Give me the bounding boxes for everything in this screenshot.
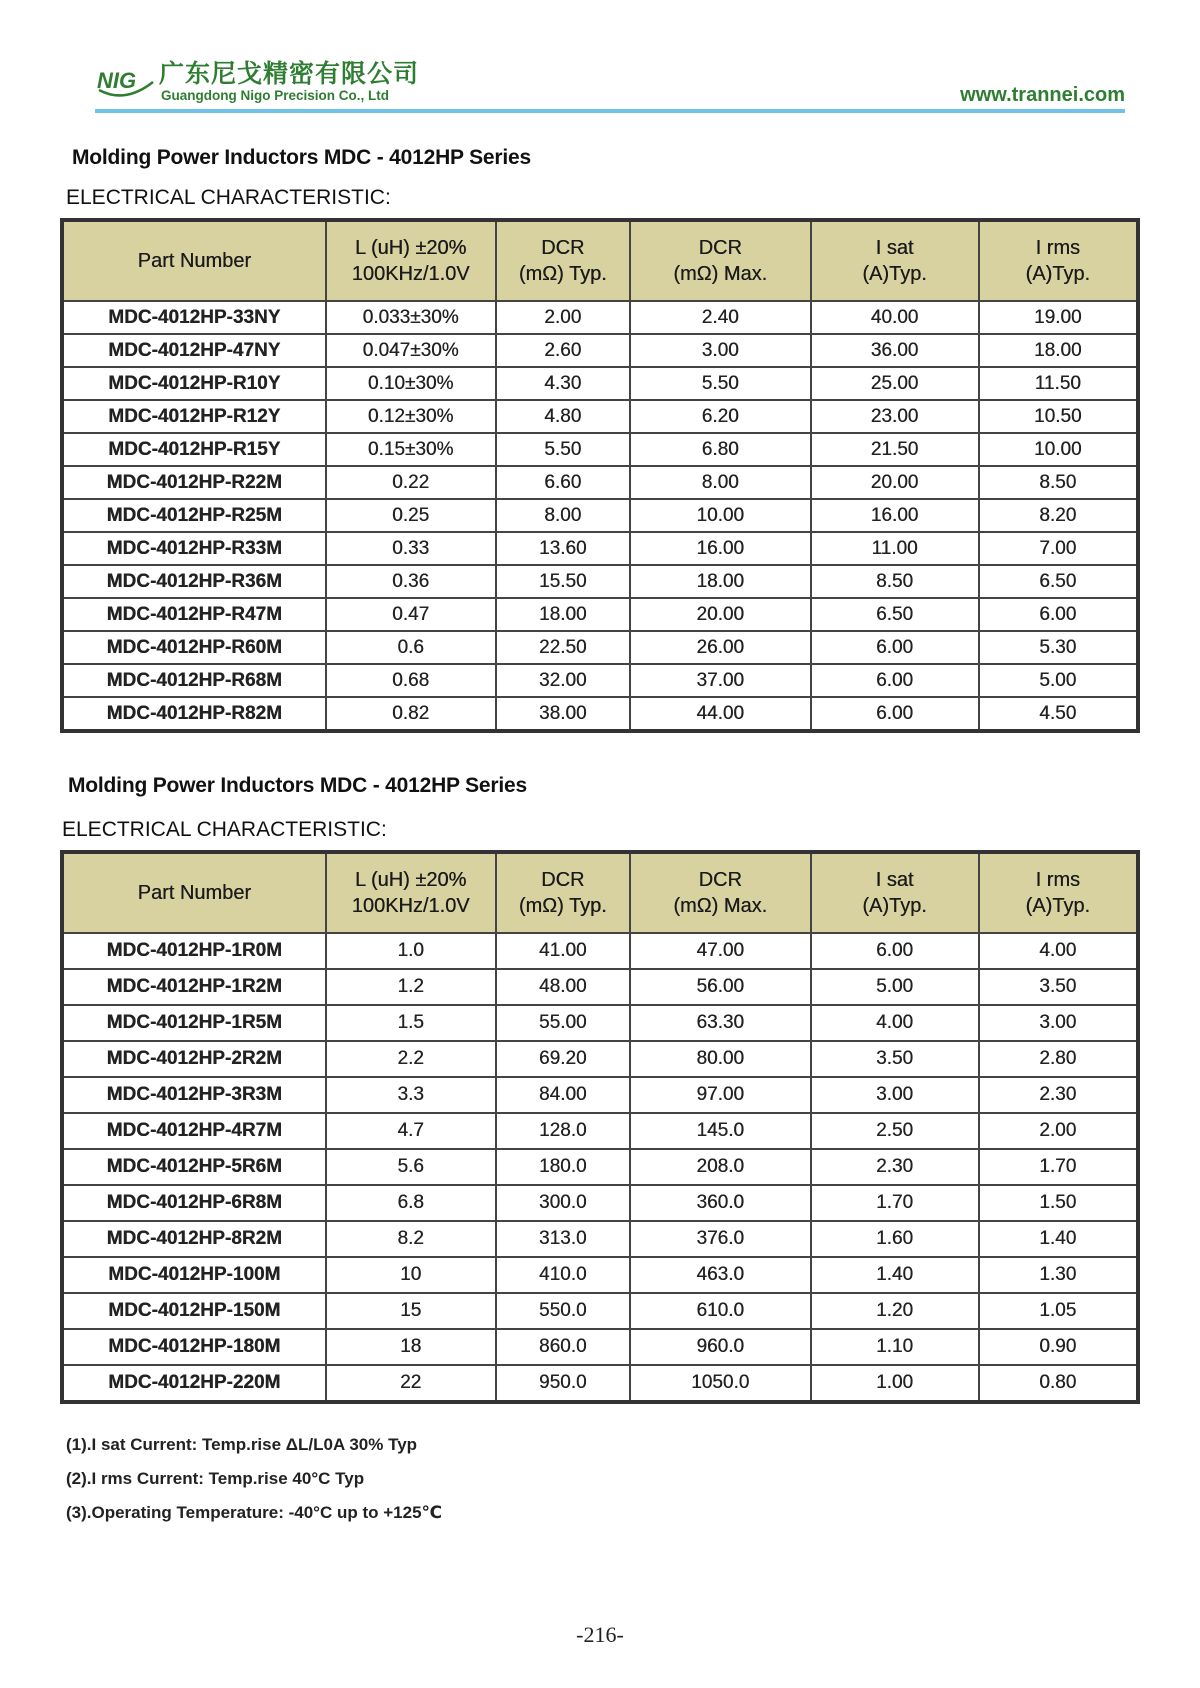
footnote-irms: (2).I rms Current: Temp.rise 40°C Typ (66, 1469, 365, 1488)
cell-isat: 8.50 (811, 565, 979, 598)
table-row (62, 1293, 1138, 1329)
cell-inductance: 6.8 (326, 1185, 496, 1221)
cell-dcr-typ: 300.0 (496, 1185, 630, 1221)
cell-dcr-max: 463.0 (630, 1257, 811, 1293)
cell-part-number: MDC-4012HP-150M (62, 1293, 326, 1329)
cell-dcr-max: 1050.0 (630, 1365, 811, 1402)
table-row (62, 631, 1138, 664)
cell-dcr-max: 37.00 (630, 664, 811, 697)
cell-isat: 1.20 (811, 1293, 979, 1329)
cell-isat: 1.10 (811, 1329, 979, 1365)
cell-dcr-typ: 38.00 (496, 697, 630, 731)
table-row (62, 367, 1138, 400)
table-row (62, 1149, 1138, 1185)
table-row (62, 1077, 1138, 1113)
cell-dcr-max: 26.00 (630, 631, 811, 664)
table-row (62, 1257, 1138, 1293)
cell-inductance: 3.3 (326, 1077, 496, 1113)
cell-dcr-typ: 8.00 (496, 499, 630, 532)
table-row (62, 499, 1138, 532)
cell-part-number: MDC-4012HP-R25M (62, 499, 326, 532)
cell-isat: 23.00 (811, 400, 979, 433)
table-row (62, 1113, 1138, 1149)
cell-irms: 4.50 (979, 697, 1138, 731)
cell-irms: 4.00 (979, 933, 1138, 969)
cell-isat: 20.00 (811, 466, 979, 499)
cell-part-number: MDC-4012HP-1R5M (62, 1005, 326, 1041)
cell-dcr-max: 56.00 (630, 969, 811, 1005)
cell-isat: 11.00 (811, 532, 979, 565)
cell-dcr-typ: 180.0 (496, 1149, 630, 1185)
cell-dcr-max: 5.50 (630, 367, 811, 400)
cell-dcr-max: 145.0 (630, 1113, 811, 1149)
table-body (62, 933, 1138, 1402)
cell-dcr-typ: 15.50 (496, 565, 630, 598)
cell-dcr-typ: 860.0 (496, 1329, 630, 1365)
cell-isat: 4.00 (811, 1005, 979, 1041)
header-divider (95, 109, 1125, 113)
cell-inductance: 0.82 (326, 697, 496, 731)
cell-inductance: 8.2 (326, 1221, 496, 1257)
col-header-dcr-typ: DCR (mΩ) Typ. (496, 852, 630, 933)
table-row (62, 598, 1138, 631)
cell-inductance: 0.10±30% (326, 367, 496, 400)
cell-isat: 6.00 (811, 664, 979, 697)
cell-dcr-max: 960.0 (630, 1329, 811, 1365)
cell-inductance: 0.6 (326, 631, 496, 664)
cell-part-number: MDC-4012HP-33NY (62, 301, 326, 334)
table-row (62, 1221, 1138, 1257)
cell-inductance: 0.47 (326, 598, 496, 631)
col-header-isat: I sat (A)Typ. (811, 220, 979, 301)
table-row (62, 1185, 1138, 1221)
cell-isat: 5.00 (811, 969, 979, 1005)
cell-irms: 1.50 (979, 1185, 1138, 1221)
cell-irms: 2.30 (979, 1077, 1138, 1113)
cell-part-number: MDC-4012HP-220M (62, 1365, 326, 1402)
cell-isat: 25.00 (811, 367, 979, 400)
cell-inductance: 22 (326, 1365, 496, 1402)
table-row (62, 1041, 1138, 1077)
cell-irms: 0.90 (979, 1329, 1138, 1365)
table-row (62, 433, 1138, 466)
cell-inductance: 15 (326, 1293, 496, 1329)
website-link[interactable]: www.trannei.com (960, 84, 1125, 106)
company-name-cn: 广东尼戈精密有限公司 (159, 59, 420, 88)
cell-irms: 8.20 (979, 499, 1138, 532)
cell-dcr-typ: 55.00 (496, 1005, 630, 1041)
section-2-subtitle: ELECTRICAL CHARACTERISTIC: (62, 818, 387, 841)
cell-dcr-typ: 6.60 (496, 466, 630, 499)
cell-dcr-max: 16.00 (630, 532, 811, 565)
cell-inductance: 0.33 (326, 532, 496, 565)
table-row (62, 334, 1138, 367)
cell-inductance: 0.12±30% (326, 400, 496, 433)
table-header-row (62, 220, 1138, 301)
col-header-inductance: L (uH) ±20% 100KHz/1.0V (326, 220, 496, 301)
cell-isat: 3.50 (811, 1041, 979, 1077)
cell-dcr-typ: 48.00 (496, 969, 630, 1005)
footnotes (66, 1428, 442, 1530)
company-name-en: Guangdong Nigo Precision Co., Ltd (161, 88, 389, 103)
cell-dcr-max: 6.80 (630, 433, 811, 466)
cell-dcr-typ: 5.50 (496, 433, 630, 466)
cell-inductance: 1.0 (326, 933, 496, 969)
cell-irms: 6.50 (979, 565, 1138, 598)
cell-isat: 6.50 (811, 598, 979, 631)
cell-part-number: MDC-4012HP-R47M (62, 598, 326, 631)
cell-irms: 0.80 (979, 1365, 1138, 1402)
cell-part-number: MDC-4012HP-R68M (62, 664, 326, 697)
cell-dcr-max: 20.00 (630, 598, 811, 631)
cell-part-number: MDC-4012HP-6R8M (62, 1185, 326, 1221)
page-header (95, 50, 1125, 112)
cell-irms: 5.30 (979, 631, 1138, 664)
table-row (62, 565, 1138, 598)
cell-inductance: 0.22 (326, 466, 496, 499)
cell-isat: 1.70 (811, 1185, 979, 1221)
cell-irms: 10.50 (979, 400, 1138, 433)
col-header-part-number: Part Number (62, 852, 326, 933)
cell-inductance: 18 (326, 1329, 496, 1365)
cell-dcr-typ: 2.60 (496, 334, 630, 367)
cell-dcr-max: 63.30 (630, 1005, 811, 1041)
section-1-title: Molding Power Inductors MDC - 4012HP Series (72, 146, 531, 169)
cell-isat: 1.60 (811, 1221, 979, 1257)
cell-isat: 6.00 (811, 933, 979, 969)
spec-table-1 (60, 218, 1140, 733)
table-row (62, 1005, 1138, 1041)
table-row (62, 301, 1138, 334)
cell-irms: 3.00 (979, 1005, 1138, 1041)
cell-dcr-typ: 32.00 (496, 664, 630, 697)
cell-dcr-typ: 69.20 (496, 1041, 630, 1077)
table-header-row (62, 852, 1138, 933)
cell-part-number: MDC-4012HP-R36M (62, 565, 326, 598)
cell-irms: 5.00 (979, 664, 1138, 697)
cell-irms: 1.30 (979, 1257, 1138, 1293)
cell-isat: 36.00 (811, 334, 979, 367)
cell-inductance: 2.2 (326, 1041, 496, 1077)
cell-isat: 1.40 (811, 1257, 979, 1293)
cell-dcr-max: 3.00 (630, 334, 811, 367)
cell-dcr-max: 8.00 (630, 466, 811, 499)
logo-text: NIG (97, 68, 137, 93)
cell-dcr-max: 47.00 (630, 933, 811, 969)
cell-part-number: MDC-4012HP-R82M (62, 697, 326, 731)
cell-isat: 21.50 (811, 433, 979, 466)
cell-dcr-typ: 128.0 (496, 1113, 630, 1149)
cell-dcr-max: 80.00 (630, 1041, 811, 1077)
cell-part-number: MDC-4012HP-R22M (62, 466, 326, 499)
footnote-operating-temp: (3).Operating Temperature: -40°C up to +125℃ (66, 1503, 443, 1522)
cell-inductance: 1.2 (326, 969, 496, 1005)
cell-irms: 10.00 (979, 433, 1138, 466)
cell-isat: 40.00 (811, 301, 979, 334)
cell-irms: 8.50 (979, 466, 1138, 499)
cell-dcr-max: 10.00 (630, 499, 811, 532)
table-row (62, 466, 1138, 499)
cell-isat: 2.50 (811, 1113, 979, 1149)
cell-irms: 1.70 (979, 1149, 1138, 1185)
cell-part-number: MDC-4012HP-3R3M (62, 1077, 326, 1113)
cell-irms: 2.80 (979, 1041, 1138, 1077)
cell-irms: 3.50 (979, 969, 1138, 1005)
cell-dcr-typ: 18.00 (496, 598, 630, 631)
cell-irms: 1.40 (979, 1221, 1138, 1257)
cell-part-number: MDC-4012HP-180M (62, 1329, 326, 1365)
table-row (62, 664, 1138, 697)
cell-part-number: MDC-4012HP-1R2M (62, 969, 326, 1005)
cell-irms: 19.00 (979, 301, 1138, 334)
cell-dcr-max: 18.00 (630, 565, 811, 598)
col-header-dcr-max: DCR (mΩ) Max. (630, 220, 811, 301)
cell-inductance: 0.36 (326, 565, 496, 598)
cell-dcr-typ: 4.30 (496, 367, 630, 400)
cell-inductance: 1.5 (326, 1005, 496, 1041)
section-2-title: Molding Power Inductors MDC - 4012HP Series (68, 774, 527, 797)
table-row (62, 697, 1138, 731)
cell-inductance: 0.047±30% (326, 334, 496, 367)
table-row (62, 1365, 1138, 1402)
nig-logo-icon (95, 60, 157, 102)
cell-dcr-max: 610.0 (630, 1293, 811, 1329)
table-row (62, 1329, 1138, 1365)
col-header-dcr-typ: DCR (mΩ) Typ. (496, 220, 630, 301)
col-header-inductance: L (uH) ±20% 100KHz/1.0V (326, 852, 496, 933)
cell-dcr-typ: 313.0 (496, 1221, 630, 1257)
cell-isat: 2.30 (811, 1149, 979, 1185)
cell-part-number: MDC-4012HP-R15Y (62, 433, 326, 466)
cell-inductance: 0.15±30% (326, 433, 496, 466)
cell-isat: 16.00 (811, 499, 979, 532)
col-header-isat: I sat (A)Typ. (811, 852, 979, 933)
cell-dcr-max: 360.0 (630, 1185, 811, 1221)
col-header-irms: I rms (A)Typ. (979, 852, 1138, 933)
cell-isat: 6.00 (811, 697, 979, 731)
cell-dcr-typ: 4.80 (496, 400, 630, 433)
cell-dcr-typ: 41.00 (496, 933, 630, 969)
cell-irms: 6.00 (979, 598, 1138, 631)
cell-part-number: MDC-4012HP-2R2M (62, 1041, 326, 1077)
cell-dcr-max: 2.40 (630, 301, 811, 334)
cell-inductance: 0.68 (326, 664, 496, 697)
cell-dcr-typ: 2.00 (496, 301, 630, 334)
table-row (62, 969, 1138, 1005)
cell-irms: 2.00 (979, 1113, 1138, 1149)
col-header-part-number: Part Number (62, 220, 326, 301)
cell-dcr-max: 6.20 (630, 400, 811, 433)
page-number: -216- (576, 1622, 624, 1647)
section-1-subtitle: ELECTRICAL CHARACTERISTIC: (66, 186, 391, 209)
cell-irms: 11.50 (979, 367, 1138, 400)
cell-dcr-typ: 550.0 (496, 1293, 630, 1329)
cell-isat: 1.00 (811, 1365, 979, 1402)
cell-inductance: 10 (326, 1257, 496, 1293)
cell-part-number: MDC-4012HP-100M (62, 1257, 326, 1293)
cell-irms: 7.00 (979, 532, 1138, 565)
table-row (62, 400, 1138, 433)
cell-part-number: MDC-4012HP-R10Y (62, 367, 326, 400)
cell-dcr-max: 44.00 (630, 697, 811, 731)
cell-inductance: 0.033±30% (326, 301, 496, 334)
cell-isat: 3.00 (811, 1077, 979, 1113)
cell-dcr-max: 208.0 (630, 1149, 811, 1185)
cell-inductance: 4.7 (326, 1113, 496, 1149)
table-row (62, 532, 1138, 565)
spec-table-2 (60, 850, 1140, 1404)
cell-part-number: MDC-4012HP-47NY (62, 334, 326, 367)
cell-dcr-typ: 84.00 (496, 1077, 630, 1113)
table-row (62, 933, 1138, 969)
cell-part-number: MDC-4012HP-R33M (62, 532, 326, 565)
cell-irms: 18.00 (979, 334, 1138, 367)
footnote-isat: (1).I sat Current: Temp.rise ΔL/L0A 30% Typ (66, 1435, 418, 1454)
cell-dcr-typ: 22.50 (496, 631, 630, 664)
cell-irms: 1.05 (979, 1293, 1138, 1329)
cell-part-number: MDC-4012HP-5R6M (62, 1149, 326, 1185)
table-body (62, 301, 1138, 731)
cell-inductance: 5.6 (326, 1149, 496, 1185)
cell-dcr-max: 97.00 (630, 1077, 811, 1113)
cell-part-number: MDC-4012HP-4R7M (62, 1113, 326, 1149)
cell-dcr-max: 376.0 (630, 1221, 811, 1257)
cell-inductance: 0.25 (326, 499, 496, 532)
cell-dcr-typ: 13.60 (496, 532, 630, 565)
cell-isat: 6.00 (811, 631, 979, 664)
col-header-dcr-max: DCR (mΩ) Max. (630, 852, 811, 933)
cell-dcr-typ: 410.0 (496, 1257, 630, 1293)
cell-part-number: MDC-4012HP-R12Y (62, 400, 326, 433)
cell-part-number: MDC-4012HP-8R2M (62, 1221, 326, 1257)
cell-part-number: MDC-4012HP-1R0M (62, 933, 326, 969)
cell-dcr-typ: 950.0 (496, 1365, 630, 1402)
col-header-irms: I rms (A)Typ. (979, 220, 1138, 301)
cell-part-number: MDC-4012HP-R60M (62, 631, 326, 664)
